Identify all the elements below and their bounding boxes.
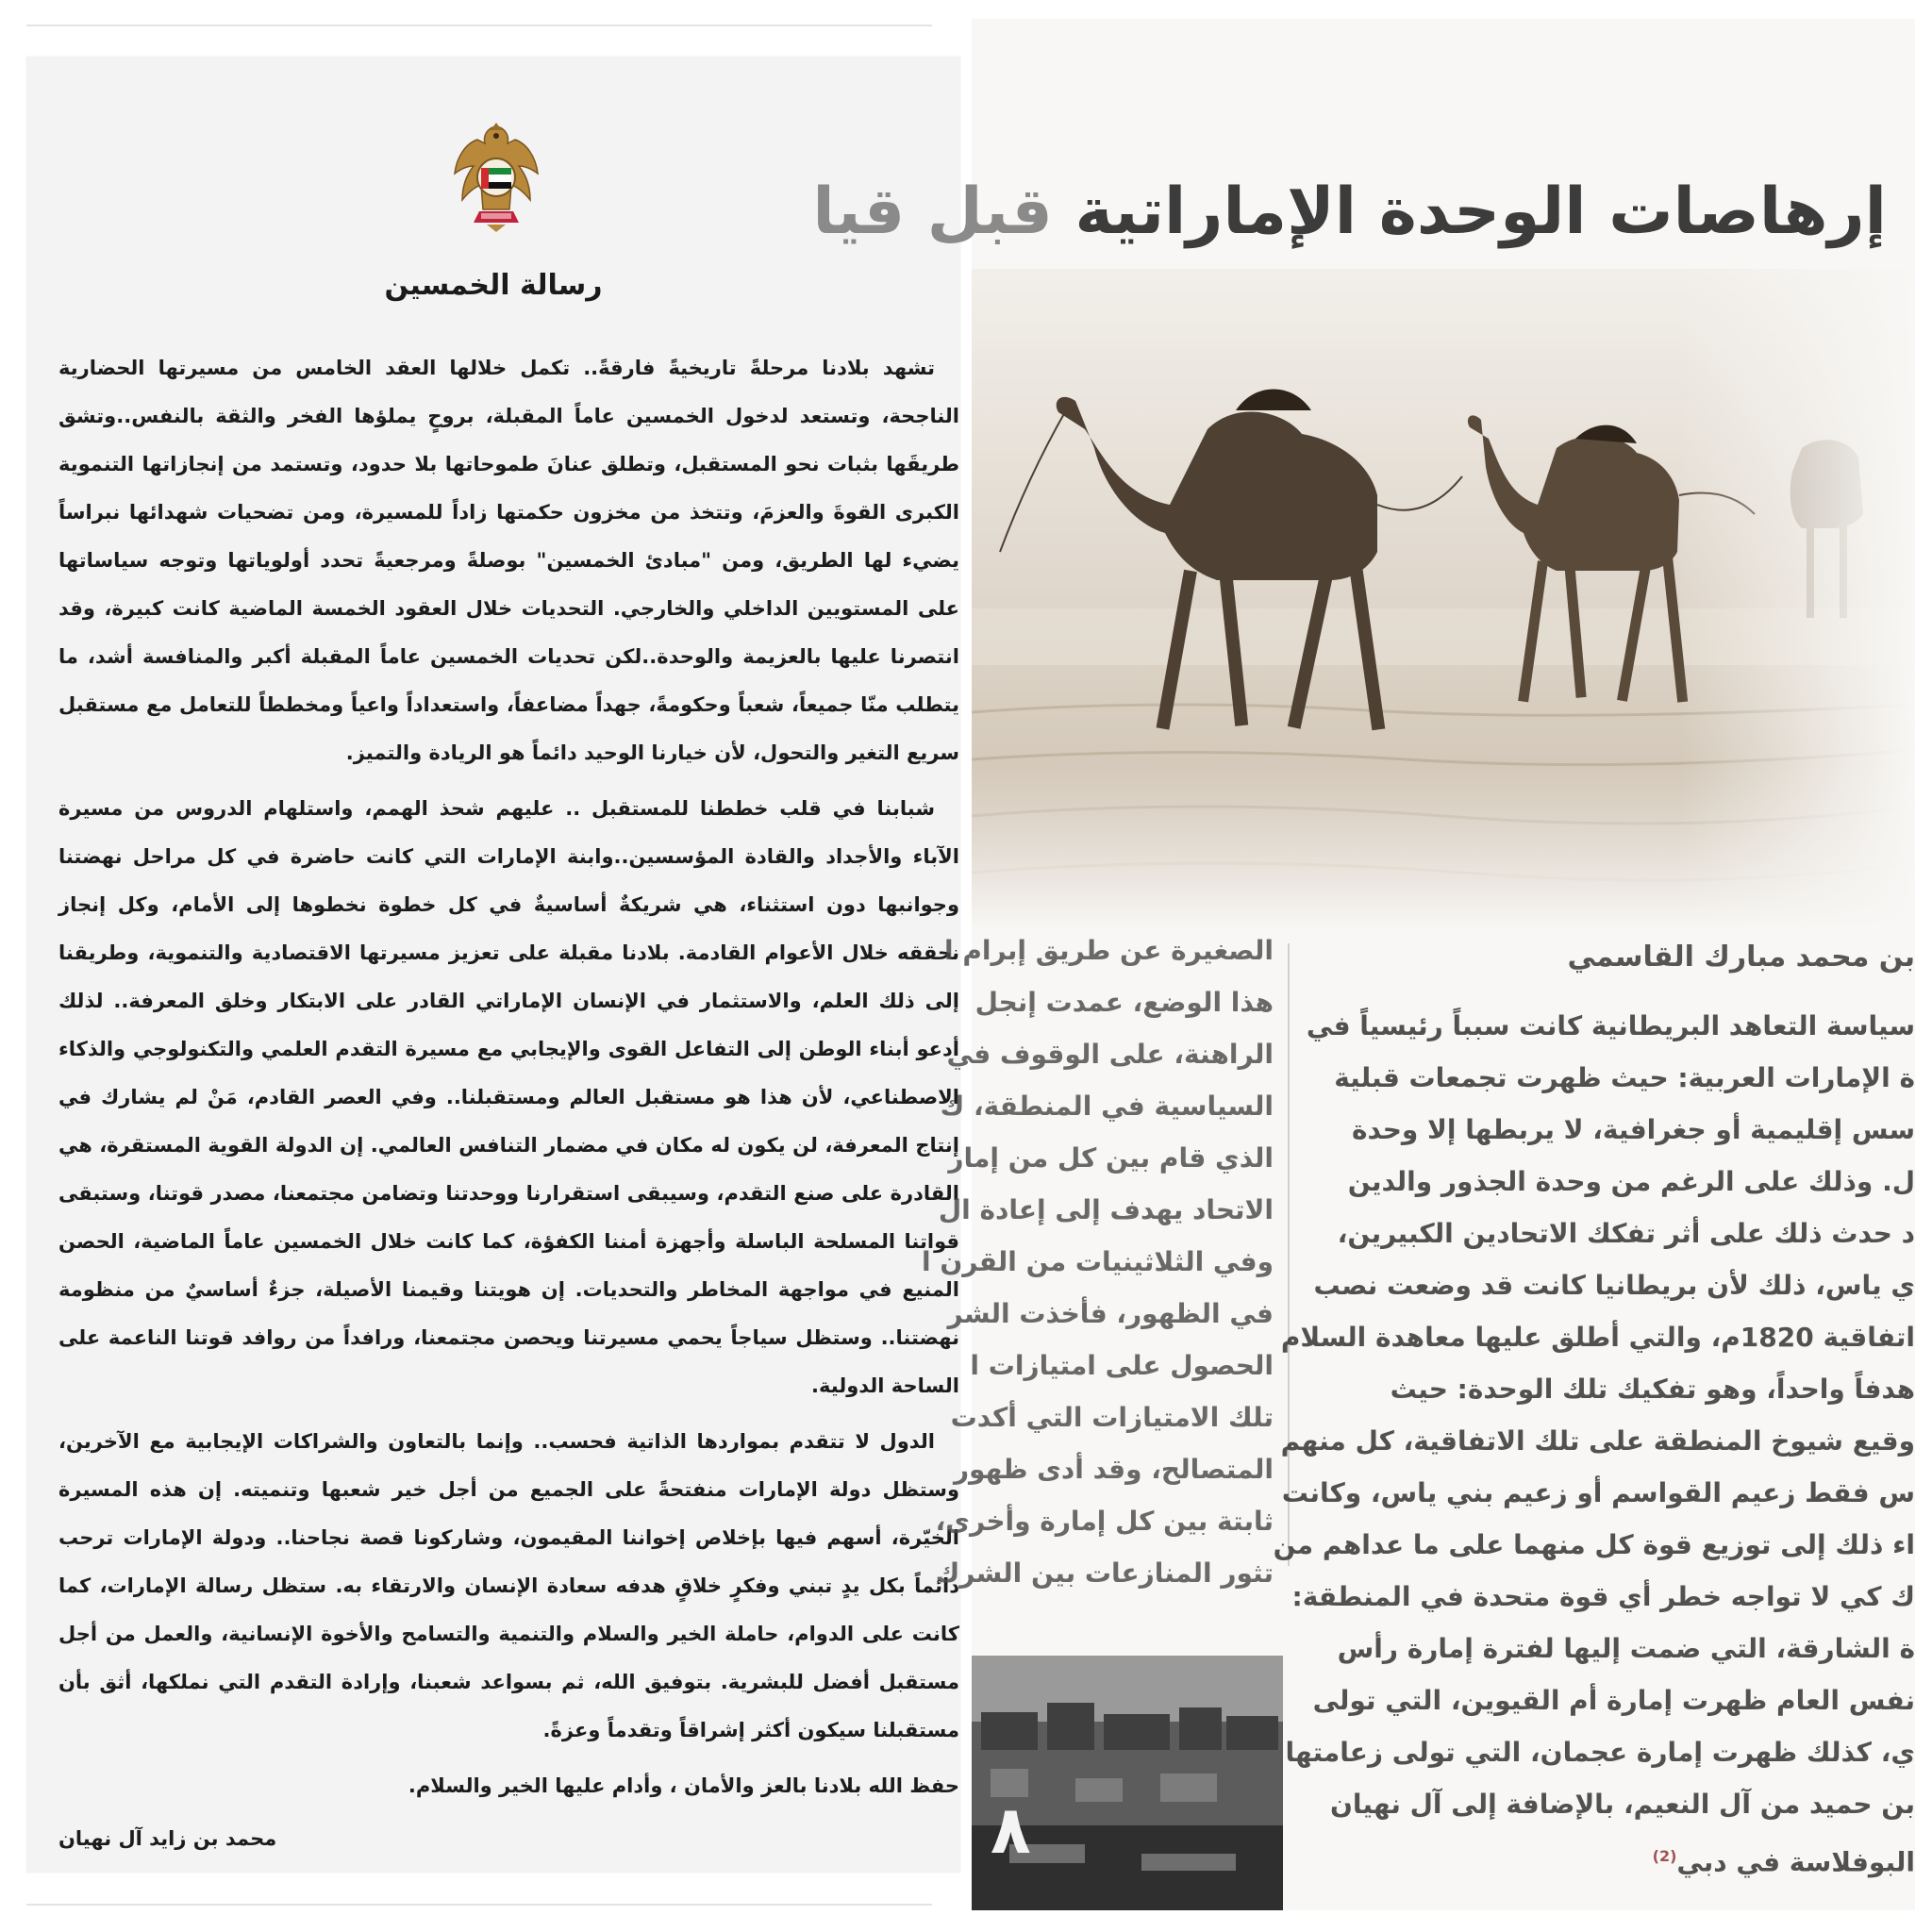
column-line: ك كي لا تواجه خطر أي قوة متحدة في المنطقة: <box>1291 1581 1915 1612</box>
article-column-left <box>921 924 1274 1589</box>
footnote-mark: (2) <box>1652 1847 1677 1865</box>
column-line: وفي الثلاثينيات من القرن ا <box>921 1246 1274 1277</box>
column-line: الراهنة، على الوقوف في <box>946 1039 1274 1070</box>
magazine-headline <box>812 165 1887 259</box>
article-column-right <box>1273 1000 1915 1878</box>
column-line: ة الإمارات العربية: حيث ظهرت تجمعات قبلية <box>1334 1062 1915 1093</box>
letter-paragraph-2: شبابنا في قلب خططنا للمستقبل .. عليهم شحذ الهمم، واستلهام الدروس من مسيرة الآباء والأجداد والقادة المؤسسين..وابنة الإمارات التي كانت حاضرة في كل مراحل نهضتنا وجوانبها دون استثناء، هي شريكةٌ أساسيةٌ في كل خطوة نخطوها إلى الأمام، وكل إنجاز نحققه خلال الأعوام القادمة. بلادنا مقبلة على تعزيز مسيرتها الاقتصادية والتنموية، وطريقنا إلى ذلك العلم، والاستثمار في الإنسان الإماراتي القادر على الابتكار وخلق المعرفة.. لذلك أدعو أبناء الوطن إلى التفاعل القوى والإيجابي مع مسيرة التقدم العلمي والتكنولوجي والذكاء الاصطناعي، لأن هذا هو مستقبل العالم ومستقبلنا.. وفي العصر القادم، مَنْ لم يشارك في إنتاج المعرفة، لن يكون له مكان في مضمار التنافس العالمي. إن الدولة القوية المستقرة، هي القادرة على صنع التقدم، وسيبقى استقرارنا ووحدتنا وتضامن مجتمعنا، مصدر قوتنا، وستبقى قواتنا المسلحة الباسلة وأجهزة أمننا الكفؤة، كما كانت خلال الخمسين عاماً الماضية، الحصن المنيع في مواجهة المخاطر والتحديات. إن هويتنا وقيمنا الأصيلة، جزءٌ أساسيٌ من منظومة نهضتنا.. وستظل سياجاً يحمي مسيرتنا ويحصن مجتمعنا، ورافداً من روافد قوتنا الناعمة على الساحة الدولية. <box>58 797 959 1397</box>
column-line: هذا الوضع، عمدت إنجل <box>974 987 1274 1018</box>
column-line: ي، كذلك ظهرت إمارة عجمان، التي تولى زعامتها <box>1285 1737 1915 1768</box>
column-line-text: البوفلاسة في دبي <box>1676 1846 1915 1878</box>
letter-closing: حفظ الله بلادنا بالعز والأمان ، وأدام عليها الخير والسلام. <box>408 1774 959 1797</box>
column-line: ثابتة بين كل إمارة وأخرى، <box>935 1506 1274 1537</box>
letter-paragraph-1: تشهد بلادنا مرحلةً تاريخيةً فارقةً.. تكمل خلالها العقد الخامس من مسيرتها الحضارية الناجحة، وتستعد لدخول الخمسين عاماً المقبلة، بروحٍ يملؤها الفخر والثقة بالنفس..وتشق طريقَها بثبات نحو المستقبل، وتطلق عنانَ طموحاتها بلا حدود، وتستمد من إنجازاتها التنموية الكبرى القوةَ والعزمَ، وتتخذ من مخزون حكمتها زاداً للمسيرة، ومن تضحيات شهدائها نبراساً يضيء لها الطريق، ومن "مبادئ الخمسين" بوصلةً ومرجعيةً تحدد أولوياتها وتوجه سياساتها على المستويين الداخلي والخارجي. التحديات خلال العقود الخمسة الماضية كانت كبيرة، وقد انتصرنا عليها بالعزيمة والوحدة..لكن تحديات الخمسين عاماً المقبلة أكبر والمنافسة أشد، ما يتطلب منّا جميعاً، شعباً وحكومةً، جهداً مضاعفاً، واستعداداً واعياً ومخططاً للتعامل مع مستقبل سريع التغير والتحول، لأن خيارنا الوحيد دائماً هو الريادة والتميز. <box>58 357 959 764</box>
column-line: في الظهور، فأخذت الشر <box>947 1298 1274 1329</box>
letter-body <box>58 344 959 1818</box>
column-line: المتصالح، وقد أدى ظهور <box>953 1454 1274 1485</box>
column-line: د حدث ذلك على أثر تفكك الاتحادين الكبيرين، <box>1337 1218 1915 1249</box>
column-line: بن حميد من آل النعيم، بالإضافة إلى آل نهيان <box>1330 1789 1915 1820</box>
column-line: اتفاقية 1820م، والتي أطلق عليها معاهدة السلام <box>1280 1322 1915 1353</box>
column-line: ي ياس، ذلك لأن بريطانيا كانت قد وضعت نصب <box>1313 1270 1915 1301</box>
column-line: ة الشارقة، التي ضمت إليها لفترة إمارة رأس <box>1337 1633 1915 1664</box>
bottom-divider-left <box>26 1904 932 1906</box>
column-line-last <box>1311 1830 1915 1888</box>
top-divider-left <box>26 25 932 26</box>
column-line: الصغيرة عن طريق إبرام ا <box>944 935 1274 966</box>
letter-paragraph-3: الدول لا تتقدم بمواردها الذاتية فحسب.. وإنما بالتعاون والشراكات الإيجابية مع الآخرين، وستظل دولة الإمارات منفتحةً على الجميع من أجل خير شعبها وتنميته. إن هذه المسيرة الخيّرة، أسهم فيها بإخلاص إخواننا المقيمون، وشاركونا قصة نجاحنا.. ودولة الإمارات ترحب دائماً بكل يدٍ تبني وفكرٍ خلاقٍ هدفه سعادة الإنسان والارتقاء به. ستظل رسالة الإمارات، كما كانت على الدوام، حاملة الخير والسلام والتنمية والتسامح والأخوة الإنسانية، والعمل من أجل مستقبل أفضل للبشرية. بتوفيق الله، ثم بسواعد شعبنا، وإرادة التقدم التي نملكها، أثق بأن مستقبلنا سيكون أكثر إشراقاً وتقدماً وعزةً. <box>58 1430 959 1741</box>
letter-title: رسالة الخمسين <box>384 269 603 302</box>
column-line: هدفاً واحداً، وهو تفكيك تلك الوحدة: حيث <box>1390 1374 1915 1405</box>
column-line: تلك الامتيازات التي أكدت <box>950 1402 1274 1433</box>
column-line: الذي قام بين كل من إمار <box>948 1142 1274 1174</box>
page-number: ٨ <box>991 1791 1031 1869</box>
column-line: تثور المنازعات بين الشرك <box>935 1557 1274 1589</box>
column-line: سياسة التعاهد البريطانية كانت سبباً رئيسياً في <box>1306 1010 1915 1041</box>
column-line: اء ذلك إلى توزيع قوة كل منهما على ما عداهم من <box>1273 1529 1915 1560</box>
article-author: بن محمد مبارك القاسمي <box>1567 941 1915 974</box>
column-line: ل. وذلك على الرغم من وحدة الجذور والدين <box>1347 1166 1915 1197</box>
column-line: الاتحاد يهدف إلى إعادة ال <box>938 1194 1274 1225</box>
column-line: نفس العام ظهرت إمارة أم القيوين، التي تولى <box>1312 1685 1915 1716</box>
camels-desert-photo <box>972 269 1915 929</box>
headline-main: إرهاصات الوحدة الإماراتية <box>1074 175 1887 249</box>
column-line: الحصول على امتيازات ا <box>970 1350 1274 1381</box>
column-line: وقيع شيوخ المنطقة على تلك الاتفاقية، كل منهم <box>1280 1425 1915 1457</box>
old-settlement-photo <box>972 1656 1283 1910</box>
headline-tail: قبل قيا <box>812 175 1053 249</box>
uae-emblem-icon <box>449 119 543 236</box>
magazine-page <box>812 19 1915 1910</box>
letter-panel <box>26 57 960 1873</box>
column-line: س فقط زعيم القواسم أو زعيم بني ياس، وكانت <box>1281 1477 1915 1508</box>
letter-signature: محمد بن زايد آل نهيان <box>58 1827 277 1850</box>
column-line: سس إقليمية أو جغرافية، لا يربطها إلا وحدة <box>1351 1114 1915 1145</box>
column-line: السياسية في المنطقة، ك <box>940 1091 1274 1122</box>
